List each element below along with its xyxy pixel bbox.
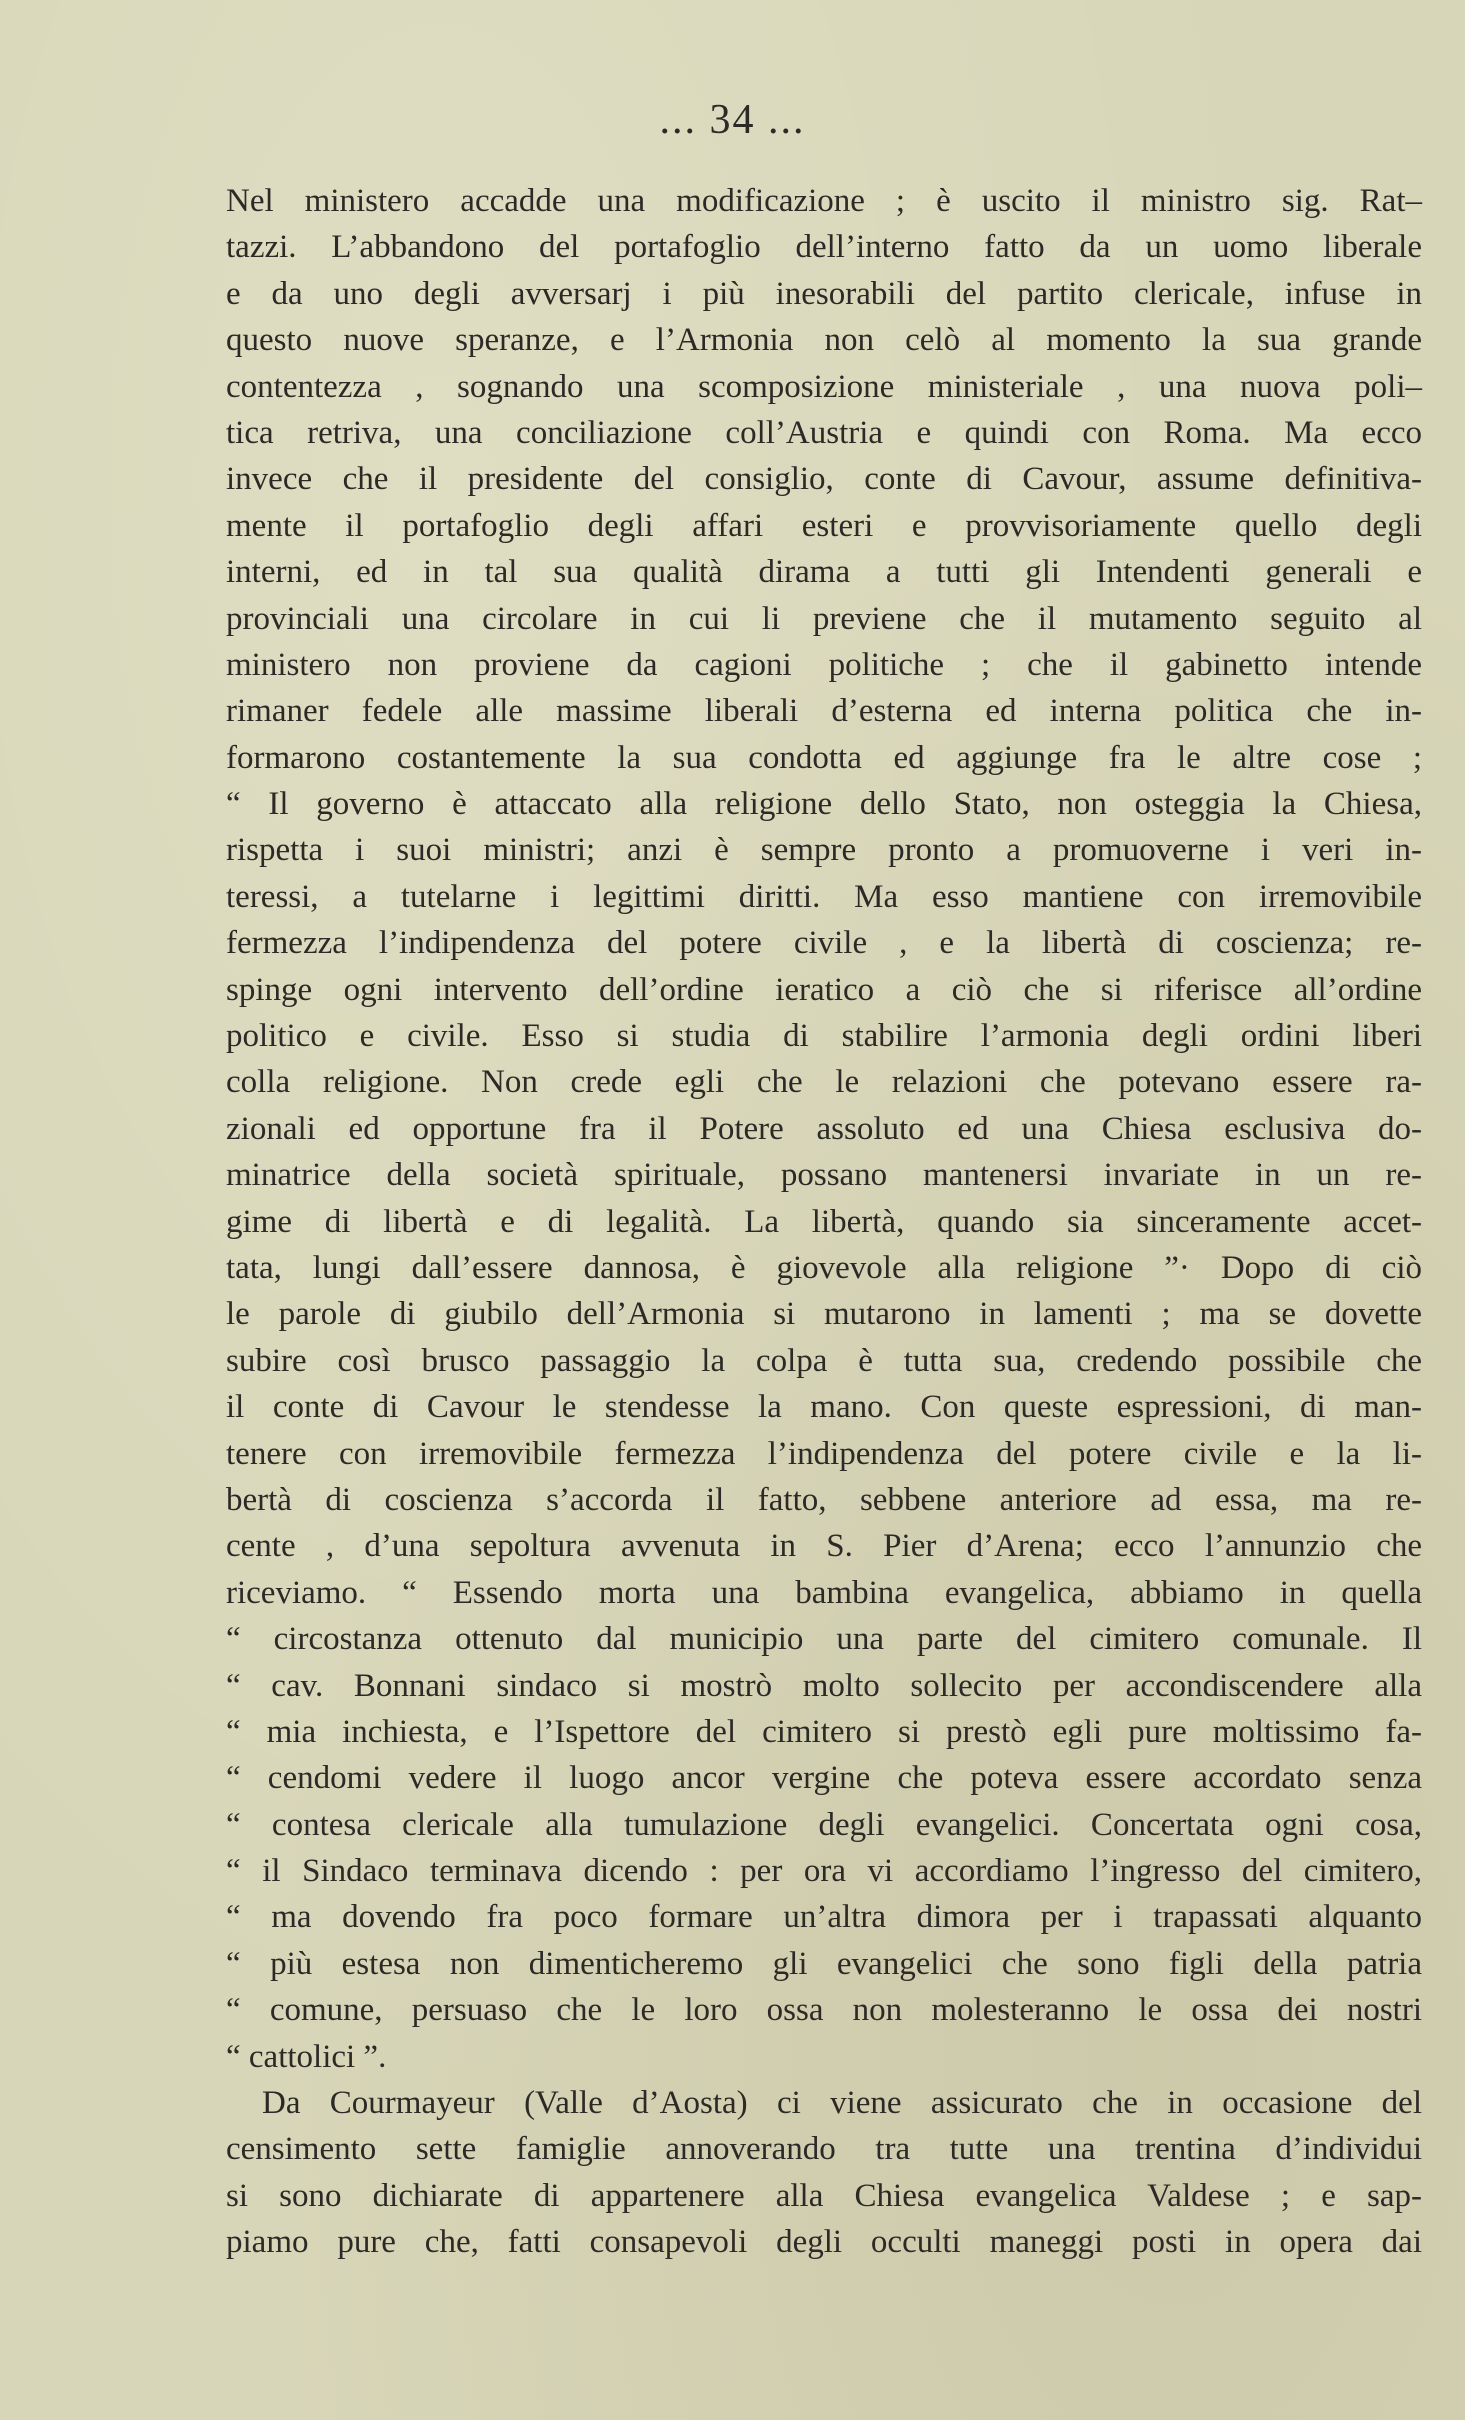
text-line: spinge ogni intervento dell’ordine ieratico a ciò che si riferisce all’ordine [226,971,1422,1008]
text-line: “ cattolici ”. [226,2038,387,2075]
text-line: “ circostanza ottenuto dal municipio una parte del cimitero comunale. Il [226,1621,1422,1658]
text-line: formarono costantemente la sua condotta ed aggiunge fra le altre cose ; [226,739,1422,776]
text-line: Da Courmayeur (Valle d’Aosta) ci viene assicurato che in occasione del [262,2085,1422,2122]
text-line: invece che il presidente del consiglio, conte di Cavour, assume definitiva- [226,461,1422,498]
text-line: “ comune, persuaso che le loro ossa non molesteranno le ossa dei nostri [226,1992,1422,2029]
text-line: provinciali una circolare in cui li previene che il mutamento seguito al [226,600,1422,637]
text-line: tata, lungi dall’essere dannosa, è giovevole alla religione ”· Dopo di ciò [226,1249,1422,1286]
text-line: Nel ministero accadde una modificazione ; è uscito il ministro sig. Rat– [226,183,1422,219]
text-line: “ il Sindaco terminava dicendo : per ora vi accordiamo l’ingresso del cimitero, [226,1853,1422,1890]
text-line: interni, ed in tal sua qualità dirama a tutti gli Intendenti generali e [226,554,1422,591]
text-line: teressi, a tutelarne i legittimi diritti. Ma esso mantiene con irremovibile [226,878,1422,915]
text-line: piamo pure che, fatti consapevoli degli occulti maneggi posti in opera dai [226,2224,1422,2261]
text-line: e da uno degli avversarj i più inesorabili del partito clericale, infuse in [226,275,1422,312]
text-line: ministero non proviene da cagioni politiche ; che il gabinetto intende [226,646,1422,683]
text-line: “ cav. Bonnani sindaco si mostrò molto sollecito per accondiscendere alla [226,1667,1422,1704]
text-line: bertà di coscienza s’accorda il fatto, sebbene anteriore ad essa, ma re- [226,1481,1422,1518]
text-line: zionali ed opportune fra il Potere assoluto ed una Chiesa esclusiva do- [226,1110,1422,1147]
text-line: fermezza l’indipendenza del potere civile , e la libertà di coscienza; re- [226,925,1422,962]
text-line: tazzi. L’abbandono del portafoglio dell’interno fatto da un uomo liberale [226,229,1422,266]
text-line: censimento sette famiglie annoverando tra tutte una trentina d’individui [226,2131,1422,2168]
text-line: il conte di Cavour le stendesse la mano. Con queste espressioni, di man- [226,1389,1422,1426]
text-line: gime di libertà e di legalità. La libertà, quando sia sinceramente accet- [226,1203,1422,1240]
text-line: cente , d’una sepoltura avvenuta in S. Pier d’Arena; ecco l’annunzio che [226,1528,1422,1565]
text-line: tica retriva, una conciliazione coll’Austria e quindi con Roma. Ma ecco [226,414,1422,451]
text-line: riceviamo. “ Essendo morta una bambina evangelica, abbiamo in quella [226,1574,1422,1611]
page-number: ... 34 ... [659,97,806,143]
text-line: colla religione. Non crede egli che le relazioni che potevano essere ra- [226,1064,1422,1101]
text-line: contentezza , sognando una scomposizione ministeriale , una nuova poli– [226,368,1422,405]
text-line: tenere con irremovibile fermezza l’indipendenza del potere civile e la li- [226,1435,1422,1472]
text-line: rispetta i suoi ministri; anzi è sempre pronto a promuoverne i veri in- [226,832,1422,869]
text-line: questo nuove speranze, e l’Armonia non celò al momento la sua grande [226,322,1422,359]
text-line: “ contesa clericale alla tumulazione degli evangelici. Concertata ogni cosa, [226,1806,1422,1843]
text-line: politico e civile. Esso si studia di stabilire l’armonia degli ordini liberi [226,1018,1422,1055]
text-line: subire così brusco passaggio la colpa è tutta sua, credendo possibile che [226,1342,1422,1379]
text-line: mente il portafoglio degli affari esteri e provvisoriamente quello degli [226,507,1422,544]
text-line: rimaner fedele alle massime liberali d’esterna ed interna politica che in- [226,693,1422,730]
text-line: “ più estesa non dimenticheremo gli evangelici che sono figli della patria [226,1945,1422,1982]
text-line: “ ma dovendo fra poco formare un’altra dimora per i trapassati alquanto [226,1899,1422,1936]
text-line: le parole di giubilo dell’Armonia si mutarono in lamenti ; ma se dovette [226,1296,1422,1333]
text-line: si sono dichiarate di appartenere alla Chiesa evangelica Valdese ; e sap- [226,2177,1422,2214]
text-line: “ cendomi vedere il luogo ancor vergine che poteva essere accordato senza [226,1760,1422,1797]
text-line: minatrice della società spirituale, possano mantenersi invariate in un re- [226,1157,1422,1194]
body-text [226,178,1422,2266]
text-line: “ Il governo è attaccato alla religione dello Stato, non osteggia la Chiesa, [226,786,1422,823]
text-line: “ mia inchiesta, e l’Ispettore del cimitero si prestò egli pure moltissimo fa- [226,1713,1422,1750]
